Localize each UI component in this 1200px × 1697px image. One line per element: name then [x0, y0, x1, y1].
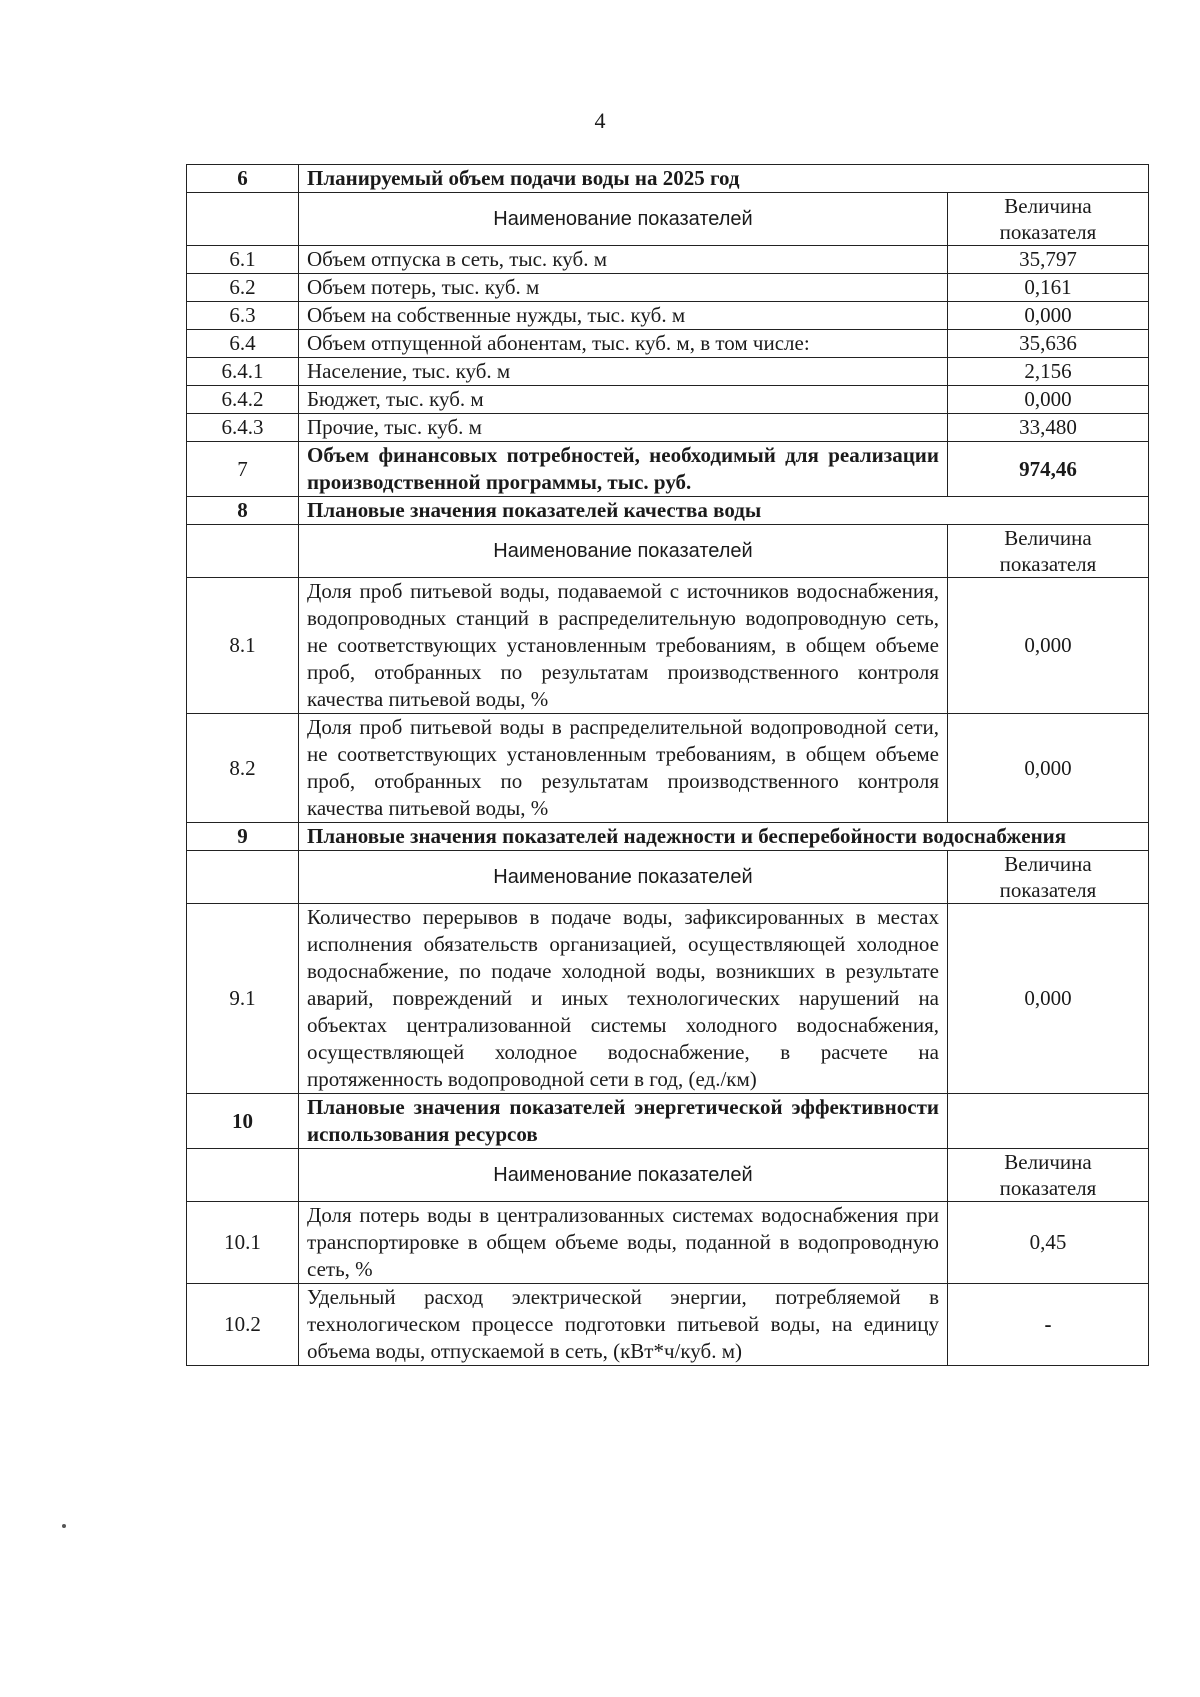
row-number: 6.4.2 — [187, 386, 299, 414]
row-number: 6.2 — [187, 274, 299, 302]
row-name: Удельный расход электрической энергии, потребляемой в технологическом процессе подготовки питьевой воды, на единицу объема воды, отпускаемой в сеть, (кВт*ч/куб. м) — [299, 1284, 948, 1366]
column-header-value: Величина показателя — [948, 525, 1149, 578]
row-value: 0,000 — [948, 904, 1149, 1094]
row-number: 6.4.3 — [187, 414, 299, 442]
row-name: Доля потерь воды в централизованных системах водоснабжения при транспортировке в общем объеме воды, поданной в водопроводную сеть, % — [299, 1202, 948, 1284]
section-number: 9 — [187, 823, 299, 851]
table-row — [187, 358, 1149, 386]
row-number: 6.3 — [187, 302, 299, 330]
section-number: 8 — [187, 497, 299, 525]
section-header-6 — [187, 165, 1149, 193]
row-number: 6.1 — [187, 246, 299, 274]
section-header-10 — [187, 1094, 1149, 1149]
table-row — [187, 302, 1149, 330]
column-header-name: Наименование показателей — [299, 525, 948, 578]
row-value: 0,000 — [948, 578, 1149, 714]
column-header-row — [187, 193, 1149, 246]
table-row — [187, 386, 1149, 414]
empty-cell — [187, 1149, 299, 1202]
row-number: 10.1 — [187, 1202, 299, 1284]
column-header-name: Наименование показателей — [299, 1149, 948, 1202]
column-header-row — [187, 1149, 1149, 1202]
row-number: 8.1 — [187, 578, 299, 714]
row-value: 0,000 — [948, 302, 1149, 330]
column-header-value: Величина показателя — [948, 1149, 1149, 1202]
column-header-name: Наименование показателей — [299, 851, 948, 904]
section-header-7 — [187, 442, 1149, 497]
table-row — [187, 578, 1149, 714]
row-value: 0,000 — [948, 714, 1149, 823]
column-header-row — [187, 851, 1149, 904]
row-name: Прочие, тыс. куб. м — [299, 414, 948, 442]
section-number: 6 — [187, 165, 299, 193]
row-value: 0,45 — [948, 1202, 1149, 1284]
page-number: 4 — [594, 108, 606, 133]
table-row — [187, 904, 1149, 1094]
section-header-9 — [187, 823, 1149, 851]
section-value: 974,46 — [948, 442, 1149, 497]
section-title: Плановые значения показателей надежности и бесперебойности водоснабжения — [299, 823, 1149, 851]
empty-cell — [187, 193, 299, 246]
row-number: 10.2 — [187, 1284, 299, 1366]
row-value: 0,161 — [948, 274, 1149, 302]
row-value: 35,797 — [948, 246, 1149, 274]
row-value: 35,636 — [948, 330, 1149, 358]
column-header-row — [187, 525, 1149, 578]
row-number: 8.2 — [187, 714, 299, 823]
column-header-value: Величина показателя — [948, 193, 1149, 246]
empty-cell — [187, 525, 299, 578]
section-title: Объем финансовых потребностей, необходимый для реализации производственной программы, тыс. руб. — [299, 442, 948, 497]
row-value: 33,480 — [948, 414, 1149, 442]
section-title: Плановые значения показателей качества воды — [299, 497, 1149, 525]
section-title: Плановые значения показателей энергетической эффективности использования ресурсов — [299, 1094, 948, 1149]
row-value: - — [948, 1284, 1149, 1366]
section-title: Планируемый объем подачи воды на 2025 год — [299, 165, 1149, 193]
empty-cell — [187, 851, 299, 904]
row-name: Объем отпуска в сеть, тыс. куб. м — [299, 246, 948, 274]
row-number: 6.4.1 — [187, 358, 299, 386]
row-value: 2,156 — [948, 358, 1149, 386]
table-row — [187, 1284, 1149, 1366]
row-name: Объем на собственные нужды, тыс. куб. м — [299, 302, 948, 330]
section-number: 10 — [187, 1094, 299, 1149]
indicators-table — [186, 164, 1149, 1366]
row-number: 6.4 — [187, 330, 299, 358]
table-row — [187, 246, 1149, 274]
row-name: Население, тыс. куб. м — [299, 358, 948, 386]
row-value: 0,000 — [948, 386, 1149, 414]
margin-dot — [62, 1524, 66, 1528]
table-row — [187, 274, 1149, 302]
row-name: Количество перерывов в подаче воды, зафиксированных в местах исполнения обязательств организацией, осуществляющей холодное водоснабжение, по подаче холодной воды, возникших в результате аварий, повреждений и иных технологических нарушений на объектах централизованной системы холодного водоснабжения, осуществляющей холодное водоснабжение, в расчете на протяженность водопроводной сети в год, (ед./км) — [299, 904, 948, 1094]
row-name: Объем отпущенной абонентам, тыс. куб. м, в том числе: — [299, 330, 948, 358]
row-name: Доля проб питьевой воды в распределительной водопроводной сети, не соответствующих установленным требованиям, в общем объеме проб, отобранных по результатам производственного контроля качества питьевой воды, % — [299, 714, 948, 823]
section-header-8 — [187, 497, 1149, 525]
row-name: Объем потерь, тыс. куб. м — [299, 274, 948, 302]
table-row — [187, 414, 1149, 442]
column-header-name: Наименование показателей — [299, 193, 948, 246]
column-header-value: Величина показателя — [948, 851, 1149, 904]
section-number: 7 — [187, 442, 299, 497]
row-name: Доля проб питьевой воды, подаваемой с источников водоснабжения, водопроводных станций в распределительную водопроводную сеть, не соответствующих установленным требованиям, в общем объеме проб, отобранных по результатам производственного контроля качества питьевой воды, % — [299, 578, 948, 714]
table-row — [187, 330, 1149, 358]
row-name: Бюджет, тыс. куб. м — [299, 386, 948, 414]
table-row — [187, 1202, 1149, 1284]
row-number: 9.1 — [187, 904, 299, 1094]
table-row — [187, 714, 1149, 823]
empty-cell — [948, 1094, 1149, 1149]
